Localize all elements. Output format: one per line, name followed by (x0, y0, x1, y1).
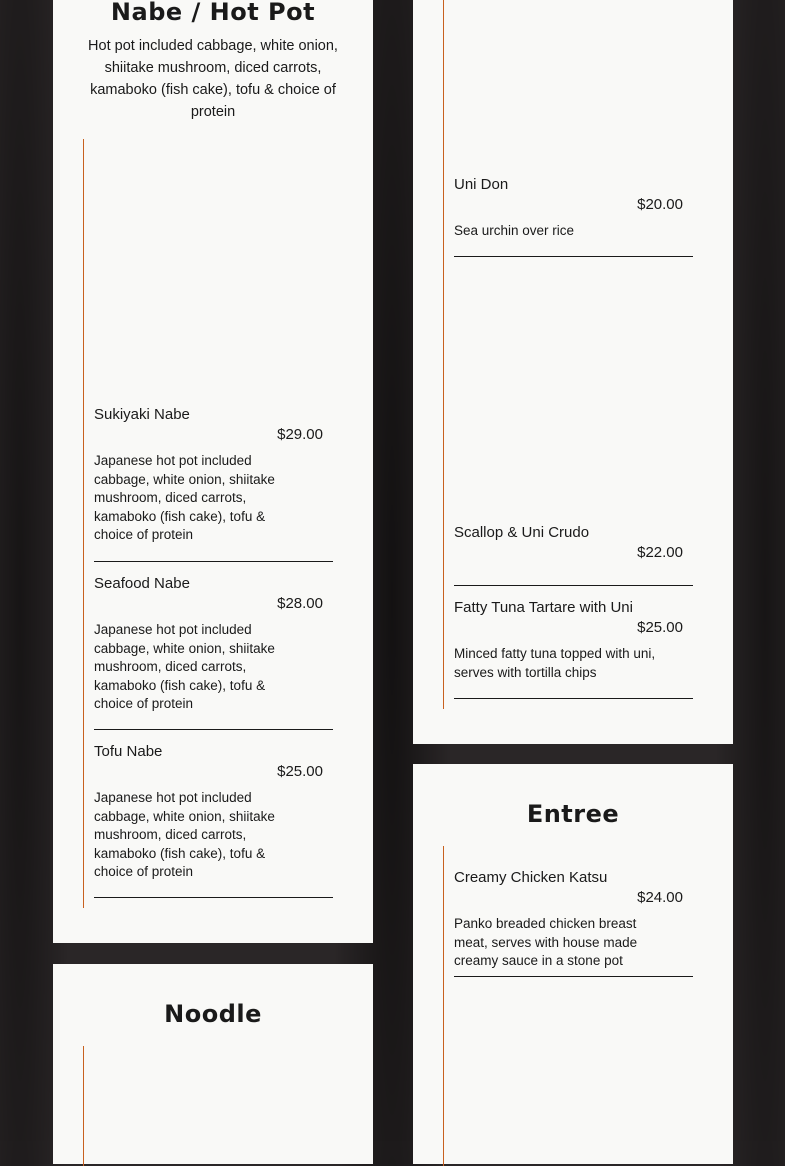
item-name: Fatty Tuna Tartare with Uni (454, 599, 633, 616)
entree-title: Entree (526, 800, 620, 828)
item-price: $29.00 (277, 426, 323, 443)
menu-item-tofu-nabe[interactable] (94, 743, 323, 883)
menu-item-seafood-nabe[interactable] (94, 575, 323, 715)
item-name: Tofu Nabe (94, 743, 163, 760)
noodle-card (53, 964, 373, 1164)
item-description: Japanese hot pot included cabbage, white onion, shiitake mushroom, diced carrots, kamaboko (fish cake), tofu & choice of protein (94, 622, 275, 712)
item-description: Japanese hot pot included cabbage, white onion, shiitake mushroom, diced carrots, kamaboko (fish cake), tofu & choice of protein (94, 453, 275, 543)
item-divider (94, 729, 333, 730)
nabe-description: Hot pot included cabbage, white onion, shiitake mushroom, diced carrots, kamaboko (fish cake), tofu & choice of protein (88, 38, 338, 120)
entree-card (413, 764, 733, 1164)
item-divider (454, 698, 693, 699)
item-description: Sea urchin over rice (454, 223, 575, 238)
item-divider (94, 897, 333, 898)
menu-item-creamy-chicken-katsu[interactable] (454, 869, 683, 969)
nabe-title: Nabe / Hot Pot (110, 0, 316, 26)
item-price: $24.00 (637, 889, 683, 906)
item-divider (94, 561, 333, 562)
item-price: $28.00 (277, 595, 323, 612)
noodle-accent-line (83, 1046, 84, 1166)
item-price: $25.00 (277, 763, 323, 780)
nabe-card (53, 0, 373, 943)
entree-accent-line (443, 846, 444, 1166)
item-name: Uni Don (454, 176, 509, 193)
noodle-title: Noodle (164, 1000, 262, 1028)
uni-accent-line (443, 0, 444, 709)
item-name: Creamy Chicken Katsu (454, 869, 608, 886)
item-description: Japanese hot pot included cabbage, white onion, shiitake mushroom, diced carrots, kamaboko (fish cake), tofu & choice of protein (94, 790, 275, 880)
item-price: $22.00 (637, 544, 683, 561)
item-divider (454, 585, 693, 586)
item-description: Minced fatty tuna topped with uni, serves with tortilla chips (454, 646, 656, 680)
item-description: Panko breaded chicken breast meat, serves with house made creamy sauce in a stone pot (454, 916, 638, 969)
item-divider (454, 976, 693, 977)
item-name: Scallop & Uni Crudo (454, 524, 590, 541)
menu-item-fatty-tuna-tartare[interactable] (454, 599, 683, 689)
item-name: Seafood Nabe (94, 575, 190, 592)
menu-item-sukiyaki-nabe[interactable] (94, 406, 323, 546)
item-price: $25.00 (637, 619, 683, 636)
item-price: $20.00 (637, 196, 683, 213)
menu-item-scallop-uni-crudo[interactable] (454, 524, 683, 574)
nabe-accent-line (83, 139, 84, 908)
menu-item-uni-don[interactable] (454, 176, 683, 246)
item-divider (454, 256, 693, 257)
uni-card (413, 0, 733, 744)
item-name: Sukiyaki Nabe (94, 406, 190, 423)
